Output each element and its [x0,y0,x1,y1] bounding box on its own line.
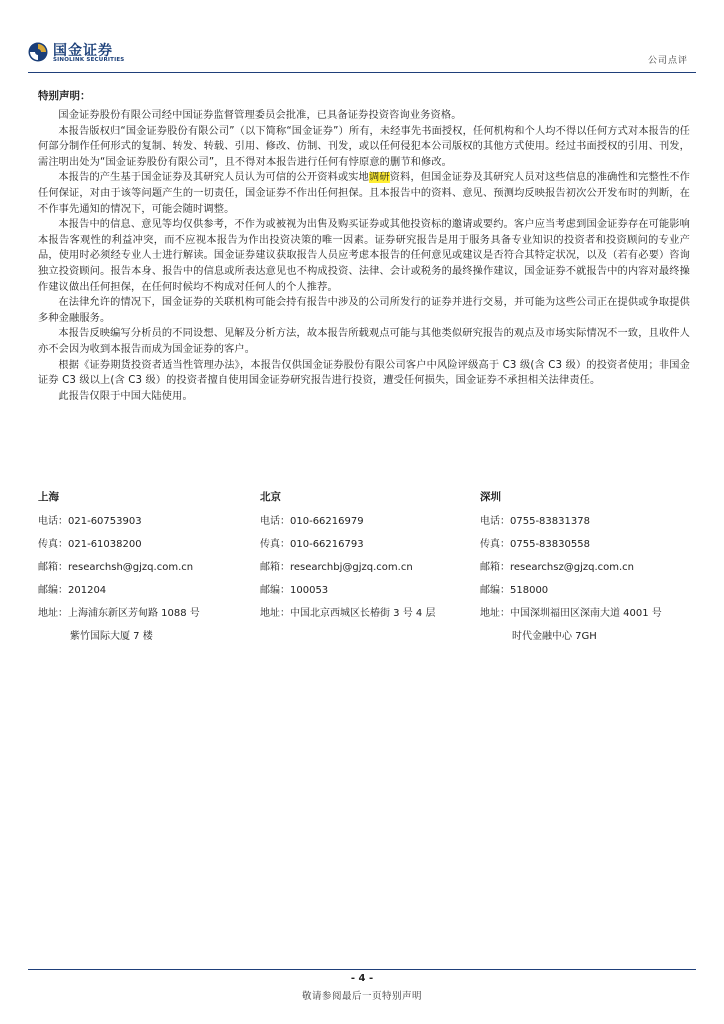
logo-chinese-name: 国金证券 [53,43,113,59]
research-text-before: 本报告的产生基于国金证券及其研究人员认为可信的公开资料或实地 [58,172,370,184]
office-phone: 电话：0755-83831378 [480,516,590,527]
office-shenzhen [480,490,700,653]
page-number: - 4 - [350,973,374,984]
office-email: 邮箱：researchsz@gjzq.com.cn [480,562,634,573]
office-city: 深圳 [480,491,501,503]
office-zip: 邮编：518000 [480,585,549,596]
statement-paragraph: 此报告仅限于中国大陆使用。 [58,390,193,402]
office-zip: 邮编：100053 [260,585,329,596]
office-address-line2: 紫竹国际大厦 7 楼 [70,631,153,642]
special-statement [38,88,690,404]
logo-english-name: SINOLINK SECURITIES [53,57,125,63]
office-beijing [260,490,480,630]
footer-note: 敬请参阅最后一页特别声明 [301,991,422,1002]
report-type-label: 公司点评 [647,56,688,66]
office-shanghai [38,490,258,653]
header-divider [28,72,696,73]
statement-title: 特别声明： [38,90,91,102]
office-contacts [38,490,698,640]
office-phone: 电话：021-60753903 [38,516,142,527]
statement-paragraph: 根据《证券期货投资者适当性管理办法》，本报告仅供国金证券股份有限公司客户中风险评级高于 C3 级(含 C3 级）的投资者使用；非国金证券 C3 级以上(含 C3 级）的投资者擅自使用国金证券研究报告进行投资，遭受任何损失，国金证券不承担相关法律责任。 [38,359,690,387]
office-address: 地址：上海浦东新区芳甸路 1088 号 [38,608,200,619]
company-logo [28,40,168,68]
sinolink-logo-icon [28,42,48,62]
research-text-after: 资料，但国金证券及其研究人员对这些信息的准确性和完整性不作任何保证，对由于该等问题产生的一切责任，国金证券不作出任何担保。且本报告中的资料、意见、预测均反映报告初次公开发布时的判断，在不作事先通知的情况下，可能会随时调整。 [38,172,690,215]
office-email: 邮箱：researchbj@gjzq.com.cn [260,562,413,573]
statement-paragraph: 本报告版权归“国金证券股份有限公司”（以下简称“国金证券”）所有，未经事先书面授权，任何机构和个人均不得以任何方式对本报告的任何部分制作任何形式的复制、转发、转载、引用、修改、仿制、刊发，或以任何侵犯本公司版权的其他方式使用。经过书面授权的引用、刊发，需注明出处为“国金证券股份有限公司”，且不得对本报告进行任何有悖原意的删节和修改。 [38,125,691,168]
office-address-line2: 时代金融中心 7GH [512,631,597,642]
highlighted-word: 调研 [369,172,390,184]
office-zip: 邮编：201204 [38,585,107,596]
office-fax: 传真：0755-83830558 [480,539,590,550]
office-address: 地址：中国深圳福田区深南大道 4001 号 [480,608,662,619]
statement-paragraph: 国金证券股份有限公司经中国证券监督管理委员会批准，已具备证券投资咨询业务资格。 [58,110,462,121]
office-email: 邮箱：researchsh@gjzq.com.cn [38,562,194,573]
statement-paragraph: 在法律允许的情况下，国金证券的关联机构可能会持有报告中涉及的公司所发行的证券并进行交易，并可能为这些公司正在提供或争取提供多种金融服务。 [38,297,690,324]
office-fax: 传真：010-66216793 [260,539,364,550]
office-fax: 传真：021-61038200 [38,539,142,550]
statement-paragraph: 本报告中的信息、意见等均仅供参考，不作为或被视为出售及购买证券或其他投资标的邀请或要约。客户应当考虑到国金证券存在可能影响本报告客观性的利益冲突，而不应视本报告为作出投资决策的唯一因素。证券研究报告是用于服务具备专业知识的投资者和投资顾问的专业产品，使用时必须经专业人士进行解读。国金证券建议获取报告人员应考虑本报告的任何意见或建议是否符合其特定状况，以及（若有必要）咨询独立投资顾问。报告本身、报告中的信息或所表达意见也不构成投资、法律、会计或税务的最终操作建议，国金证券不就报告中的内容对最终操作建议做出任何担保，在任何时候均不构成对任何人的个人推荐。 [38,219,690,293]
office-city: 北京 [260,491,281,503]
office-address: 地址：中国北京西城区长椿街 3 号 4 层 [260,608,436,619]
office-city: 上海 [38,491,59,503]
statement-paragraph: 本报告反映编写分析员的不同设想、见解及分析方法，故本报告所载观点可能与其他类似研究报告的观点及市场实际情况不一致，且收件人亦不会因为收到本报告而成为国金证券的客户。 [38,328,690,355]
office-phone: 电话：010-66216979 [260,516,364,527]
statement-paragraph-research [38,170,690,217]
footer-divider [28,969,696,970]
